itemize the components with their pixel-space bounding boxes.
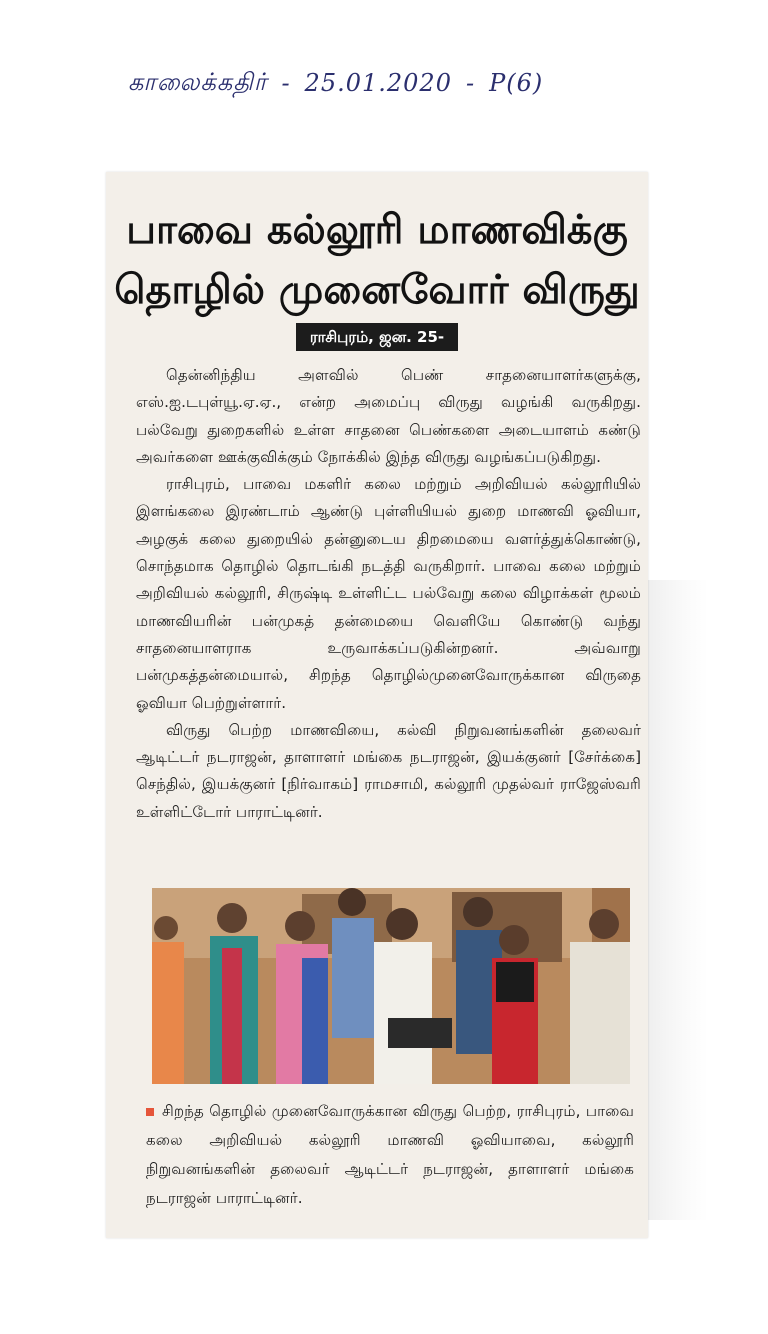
scan-shadow bbox=[648, 580, 708, 1220]
article-headline bbox=[106, 200, 648, 320]
dateline-container bbox=[106, 323, 648, 351]
award-photo-illustration bbox=[152, 888, 630, 1084]
handwritten-source-note bbox=[128, 58, 688, 108]
article-body bbox=[136, 362, 641, 826]
newspaper-clipping bbox=[106, 172, 648, 1238]
award-photo bbox=[152, 888, 630, 1084]
caption-text: சிறந்த தொழில் முனைவோருக்கான விருது பெற்ற, ராசிபுரம், பாவை கலை அறிவியல் கல்லூரி மாணவி ஓவியாவை, கல்லூரி நிறுவனங்களின் தலைவர் ஆடிட்டர் நடராஜன், தாளாளர் மங்கை நடராஜன் பாராட்டினர். bbox=[146, 1102, 634, 1207]
photo-caption bbox=[146, 1097, 634, 1213]
headline-line-2: தொழில் முனைவோர் விருது bbox=[114, 267, 640, 313]
handwritten-page: P(6) bbox=[489, 69, 544, 97]
headline-line-1: பாவை கல்லூரி மாணவிக்கு bbox=[126, 207, 628, 253]
handwritten-date: 25.01.2020 bbox=[304, 69, 452, 97]
handwritten-separator: - bbox=[281, 69, 291, 97]
caption-bullet-icon bbox=[146, 1108, 154, 1116]
handwritten-paper-name: காலைக்கதிர் bbox=[128, 67, 268, 96]
article-paragraph: விருது பெற்ற மாணவியை, கல்வி நிறுவனங்களின் தலைவர் ஆடிட்டர் நடராஜன், தாளாளர் மங்கை நடராஜன், இயக்குனர் [சேர்க்கை] செந்தில், இயக்குனர் [நிர்வாகம்] ராமசாமி, கல்லூரி முதல்வர் ராஜேஸ்வரி உள்ளிட்டோர் பாராட்டினர். bbox=[136, 720, 641, 821]
article-paragraph: தென்னிந்திய அளவில் பெண் சாதனையாளர்களுக்கு, எஸ்.ஐ.டபுள்யூ.ஏ.ஏ., என்ற அமைப்பு விருது வழங்கி வருகிறது. பல்வேறு துறைகளில் உள்ள சாதனை பெண்களை அடையாளம் கண்டு அவர்களை ஊக்குவிக்கும் நோக்கில் இந்த விருது வழங்கப்படுகிறது. bbox=[136, 366, 641, 466]
handwritten-separator: - bbox=[465, 69, 476, 97]
article-dateline: ராசிபுரம், ஜன. 25- bbox=[296, 323, 458, 351]
article-paragraph: ராசிபுரம், பாவை மகளிர் கலை மற்றும் அறிவியல் கல்லூரியில் இளங்கலை இரண்டாம் ஆண்டு புள்ளியியல் துறை மாணவி ஓவியா, அழகுக் கலை துறையில் தன்னுடைய திறமையை வளர்த்துக்கொண்டு, சொந்தமாக தொழில் தொடங்கி நடத்தி வருகிறார். பாவை கலை மற்றும் அறிவியல் கல்லூரி, சிருஷ்டி உள்ளிட்ட பல்வேறு கலை விழாக்கள் மூலம் மாணவியரின் பன்முகத் தன்மையை வெளியே கொண்டு வந்து சாதனையாளராக உருவாக்கப்படுகின்றனர். அவ்வாறு பன்முகத்தன்மையால், சிறந்த தொழில்முனைவோருக்கான விருதை ஓவியா பெற்றுள்ளார். bbox=[136, 475, 641, 712]
